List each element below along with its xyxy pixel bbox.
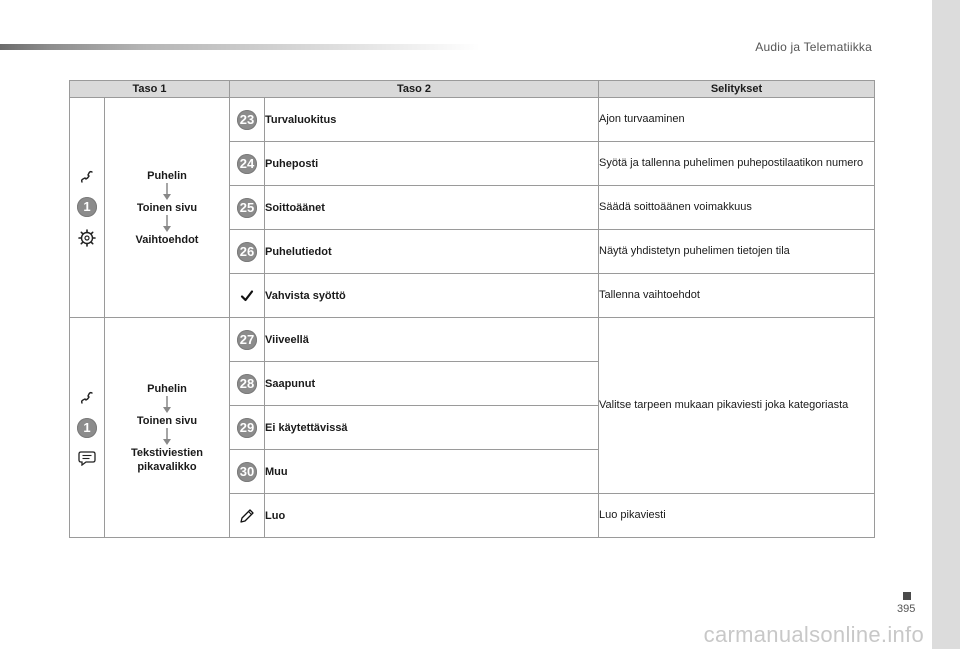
menu-path-item: Toinen sivu <box>136 414 198 427</box>
page-number: 395 <box>897 603 916 615</box>
option-badge: 29 <box>237 418 257 438</box>
table-header-row <box>70 81 875 98</box>
option-label: Soittoäänet <box>265 186 599 230</box>
gear-icon <box>78 229 96 247</box>
option-label: Luo <box>265 494 599 538</box>
table-row <box>70 318 875 362</box>
table-row <box>70 98 875 142</box>
option-label: Viiveellä <box>265 318 599 362</box>
menu-path-item: Tekstiviestien pikavalikko <box>131 446 203 473</box>
option-description: Ajon turvaaminen <box>599 98 875 142</box>
option-description: Valitse tarpeen mukaan pikaviesti joka kategoriasta <box>599 318 875 494</box>
option-label: Saapunut <box>265 362 599 406</box>
option-label: Puheposti <box>265 142 599 186</box>
option-badge: 30 <box>237 462 257 482</box>
page-marker <box>903 592 911 600</box>
header-taso2: Taso 2 <box>230 81 599 98</box>
menu-path-item: Puhelin <box>147 382 187 395</box>
watermark: carmanualsonline.info <box>703 622 924 647</box>
down-arrow-icon <box>162 183 172 201</box>
option-label: Vahvista syöttö <box>265 274 599 318</box>
menu-path-item: Toinen sivu <box>136 201 198 214</box>
option-description: Luo pikaviesti <box>599 494 875 538</box>
option-badge: 28 <box>237 374 257 394</box>
menu-table <box>69 80 875 538</box>
option-label: Ei käytettävissä <box>265 406 599 450</box>
option-label: Puhelutiedot <box>265 230 599 274</box>
menu-path-item: Puhelin <box>147 169 187 182</box>
down-arrow-icon <box>162 215 172 233</box>
phone-icon <box>79 169 95 185</box>
group1-icons <box>70 98 105 318</box>
message-bubble-icon <box>77 450 97 466</box>
option-description: Tallenna vaihtoehdot <box>599 274 875 318</box>
option-description: Syötä ja tallenna puhelimen puhepostilaatikon numero <box>599 142 875 186</box>
option-badge: 27 <box>237 330 257 350</box>
group2-icons <box>70 318 105 538</box>
group2-menu-path <box>105 318 230 538</box>
header-selitykset: Selitykset <box>599 81 875 98</box>
down-arrow-icon <box>162 396 172 414</box>
option-badge: 25 <box>237 198 257 218</box>
pencil-icon <box>239 508 255 524</box>
phone-icon <box>79 390 95 406</box>
menu-path-item: Vaihtoehdot <box>135 233 199 246</box>
option-badge: 24 <box>237 154 257 174</box>
option-badge: 26 <box>237 242 257 262</box>
option-label: Turvaluokitus <box>265 98 599 142</box>
option-description: Näytä yhdistetyn puhelimen tietojen tila <box>599 230 875 274</box>
down-arrow-icon <box>162 428 172 446</box>
section-title: Audio ja Telematiikka <box>755 40 872 54</box>
group1-menu-path <box>105 98 230 318</box>
right-sidebar-strip <box>932 0 960 649</box>
step-badge: 1 <box>77 418 97 438</box>
option-badge: 23 <box>237 110 257 130</box>
header-taso1: Taso 1 <box>70 81 230 98</box>
option-label: Muu <box>265 450 599 494</box>
option-description: Säädä soittoäänen voimakkuus <box>599 186 875 230</box>
checkmark-icon <box>240 289 254 303</box>
step-badge: 1 <box>77 197 97 217</box>
header-gradient-bar <box>0 44 480 50</box>
